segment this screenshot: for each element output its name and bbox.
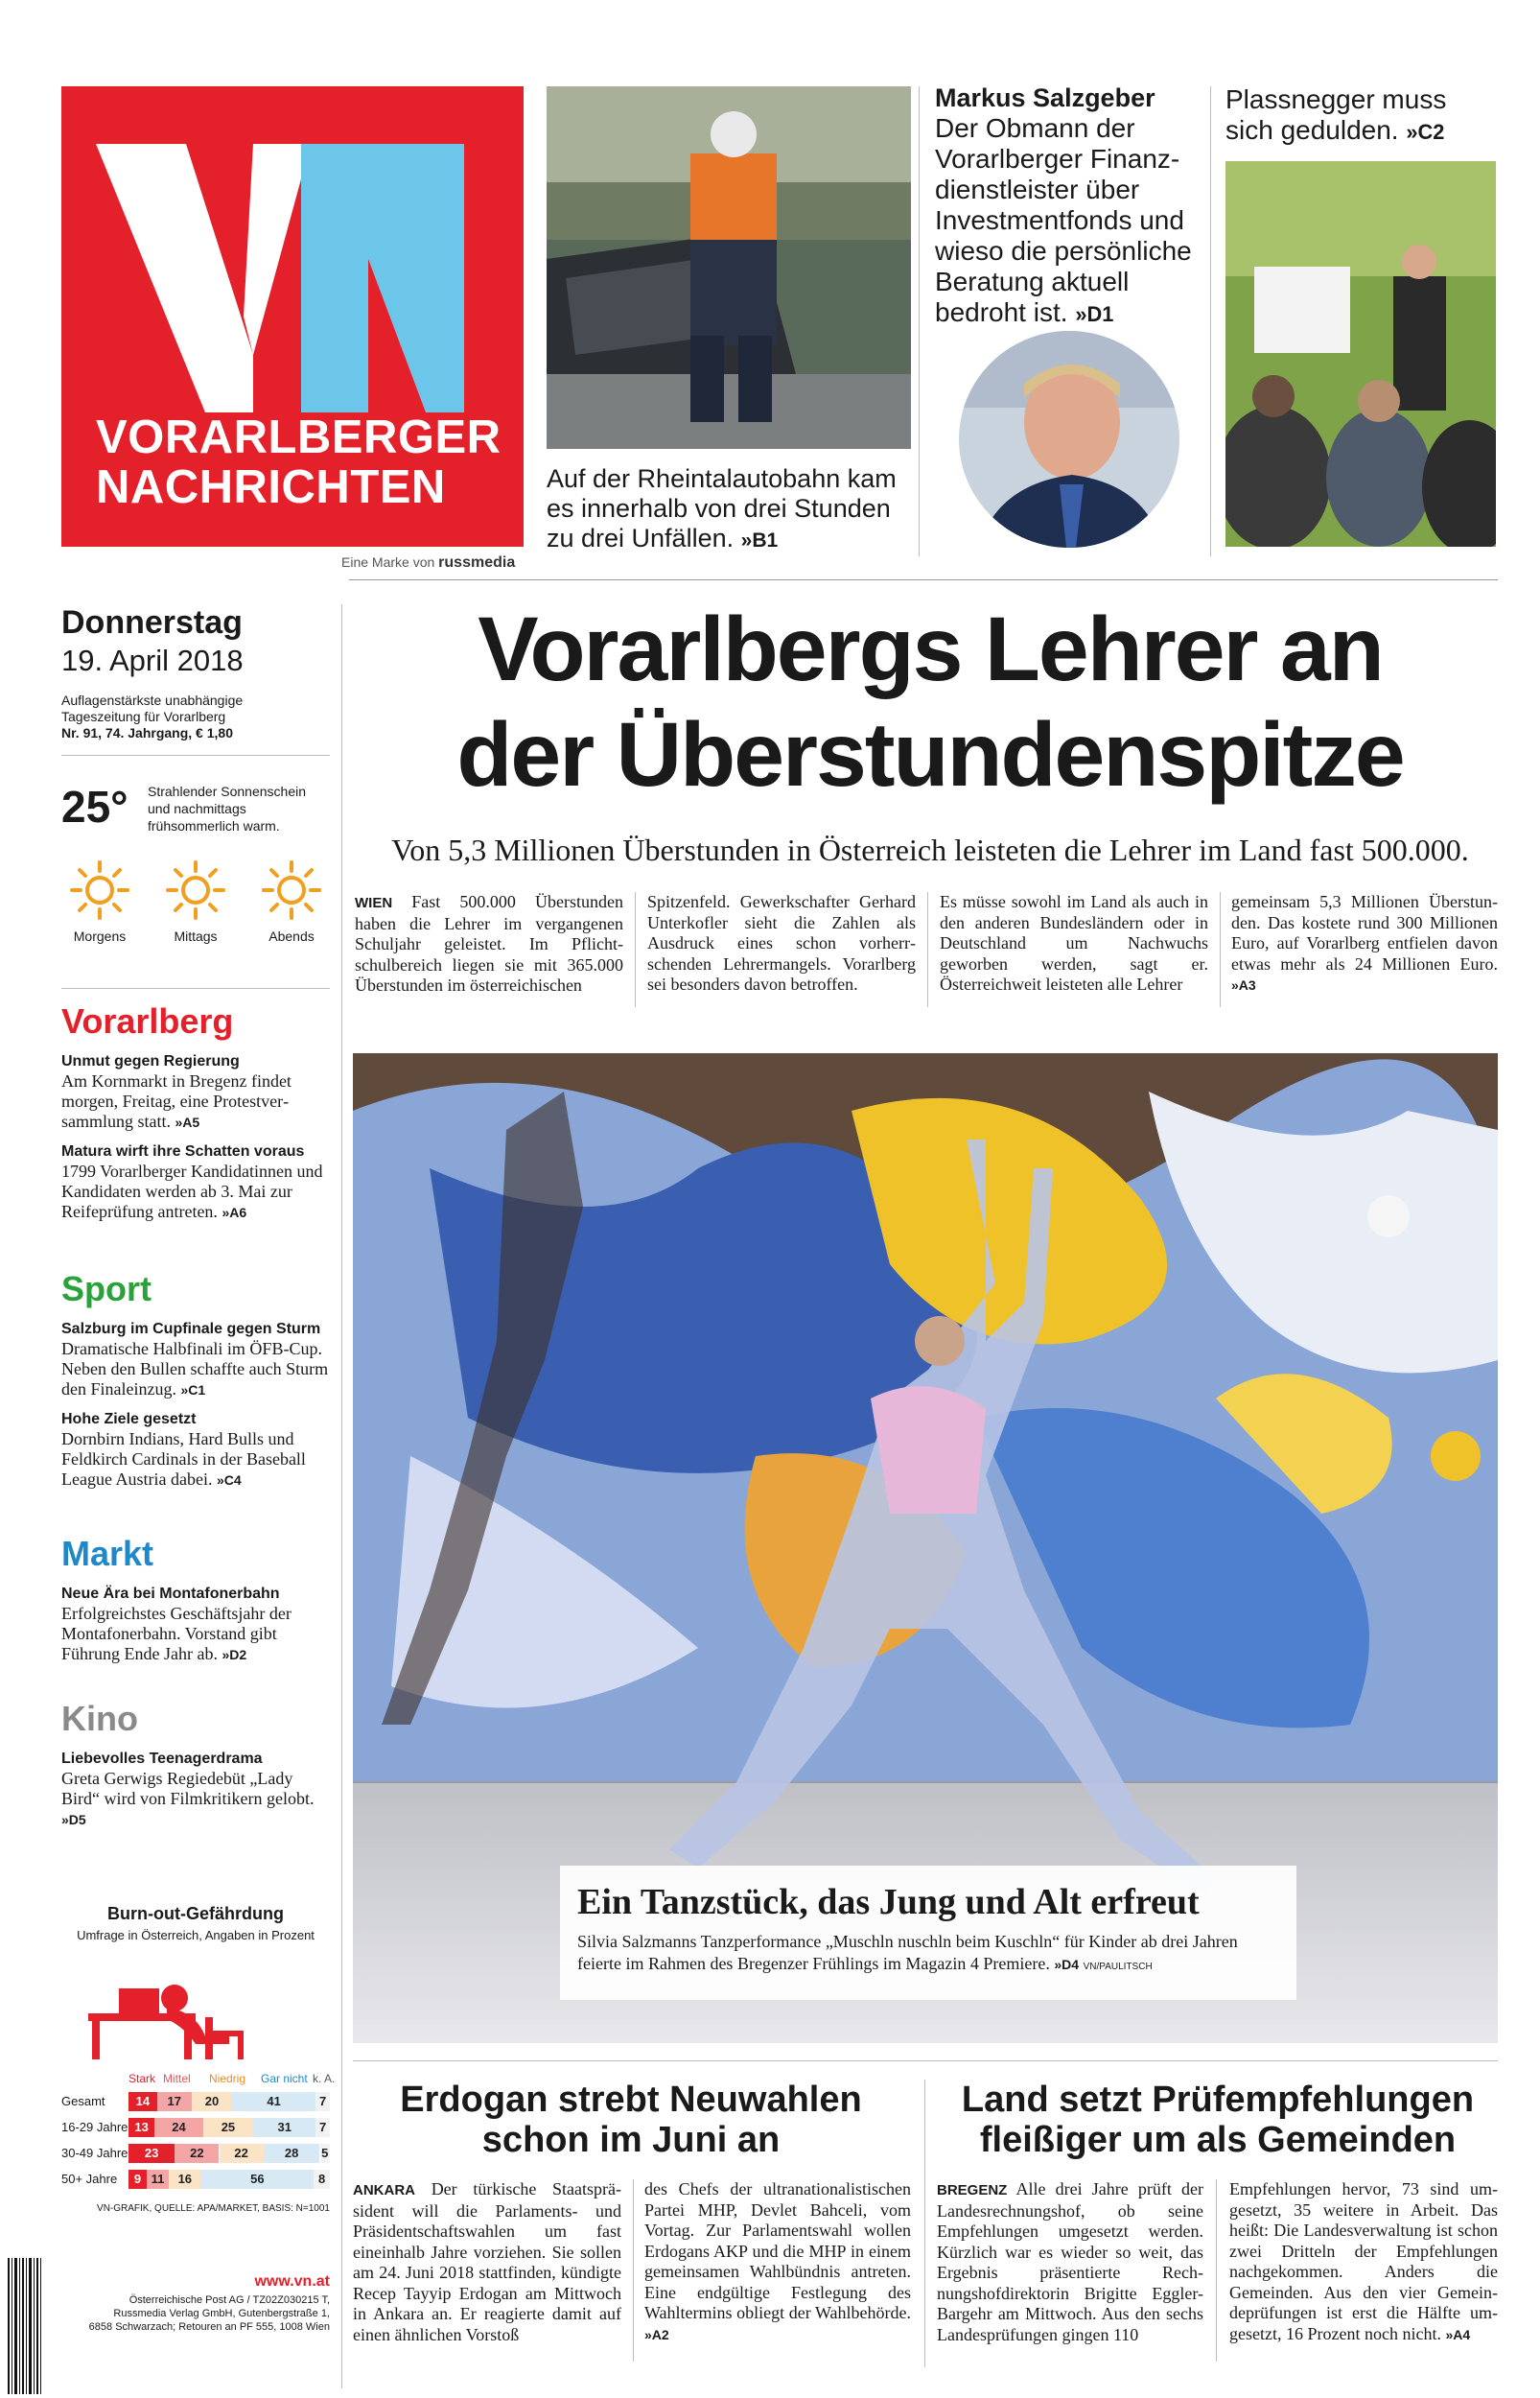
lead-column-3 [940,892,1208,996]
chart-row-label: Gesamt [61,2094,105,2108]
photo-ref: »D4 [1054,1957,1080,1972]
lead-column-text: Fast 500.000 Überstunden haben die Lehrer im vergangenen Schuljahr geleistet. Im Pflichtschulbereich liegen sie mit 365.000 Überstunden im österreichischen [355,892,624,995]
chart-bar-segment: 20 [192,2092,232,2111]
news-item[interactable] [61,1585,330,1665]
story-headline-line: Erdogan strebt Neuwahlen [400,2080,862,2120]
story-column-text: des Chefs der ultranationalistischen Partei MHP, Devlet Bahceli, vom Vortag. Zur Parlamentswahl wollen Erdogans AKP und die MHP in einem gemeinsamen Wahlbündnis antreten. Eine endgültige Festlegung des Wahltermins obliegt der Wahlbehörde. [644,2179,911,2322]
chart-row-label: 16-29 Jahre [61,2120,128,2134]
column-divider [927,892,928,1007]
news-item-ref: »D5 [61,1812,86,1827]
lead-column-text: Es müsse sowohl im Land als auch in den anderen Bundesländern oder in Deutschland um Nachwuchs geworben werden, sagt er. Österreichweit leisteten alle Lehrer [940,892,1208,994]
chart-source: VN-GRAFIK, QUELLE: APA/MARKET, BASIS: N=1001 [97,2203,330,2214]
chart-bar-segment: 7 [315,2118,330,2137]
teaser-divider-2 [1210,86,1211,556]
chart-bar-segment: 11 [147,2170,169,2189]
rail-divider [341,604,342,2388]
story-headline-line: fleißiger um als Gemeinden [979,2120,1457,2160]
lead-headline[interactable] [364,597,1496,808]
chart-bar-segment: 13 [128,2118,154,2137]
photo-caption-text: Silvia Salzmanns Tanzperformance „Muschln nuschln beim Kuschln“ für Kinder ab drei Jahren feierte im Rahmen des Bregenzer Frühlings im Magazin 4 Premiere. [577,1932,1238,1973]
lead-headline-line-1: Vorarlbergs Lehrer an [478,599,1383,700]
news-item-head: Hohe Ziele gesetzt [61,1411,197,1427]
lead-column-1 [355,892,623,997]
story-headline-line: schon im Juni an [481,2120,781,2160]
teaser-plassnegger-text: Plassnegger muss sich gedulden. [1225,84,1447,145]
brand-line-1: VORARLBERGER [96,411,502,463]
forecast-label: Mittags [174,929,218,944]
chart-title: Burn-out-Gefährdung [107,1904,284,1923]
legend-item: k. A. [313,2072,336,2085]
chart-bar-segment: 7 [315,2092,330,2111]
barcode [6,2254,44,2398]
left-rail [61,604,330,946]
teaser-crash-photo[interactable] [547,86,911,449]
teaser-plassnegger-ref: »C2 [1406,120,1445,144]
news-item[interactable] [61,1750,330,1830]
story-headline-line: Land setzt Prüfempfehlungen [961,2080,1475,2120]
teaser-crash-caption[interactable] [547,464,911,555]
news-item-head: Salzburg im Cupfinale gegen Sturm [61,1321,321,1337]
brand-line-2: NACHRICHTEN [96,461,446,513]
chart-bar-segment: 23 [128,2144,175,2163]
dateline: ANKARA [353,2182,415,2198]
chart-bar-segment: 28 [264,2144,320,2163]
chart-row [61,2091,330,2112]
story-erdogan-column-2 [644,2179,911,2345]
section-markt [61,1533,330,1665]
photo-caption-box[interactable] [560,1866,1296,2000]
forecast-label: Abends [268,929,315,944]
section-title[interactable]: Kino [61,1699,138,1738]
burnout-chart [61,1904,336,2214]
bottom-stories-rule [353,2060,1498,2061]
lead-column-2 [647,892,916,996]
teaser-salzgeber-name: Markus Salzgeber [935,83,1155,112]
lead-column-text: Spitzenfeld. Gewerkschafter Gerhard Unterkofler sieht die Zahlen als Ausdruck eines schon vorherrschenden Lehrermangels. Vorarlberg sei besonders davon betroffen. [647,892,916,994]
legend-item: Niedrig [209,2072,246,2085]
issue-date: 19. April 2018 [61,644,244,677]
news-item-text: Greta Gerwigs Regiedebüt „Lady Bird“ wird von Filmkritikern gelobt. [61,1769,315,1808]
sun-icon [261,859,322,921]
brand-subline [341,554,515,572]
news-item-text: Dornbirn Indians, Hard Bulls und Feldkirch Cardinals in der Baseball League Austria dabei. [61,1429,306,1489]
section-sport [61,1268,330,1491]
news-item[interactable] [61,1410,330,1491]
column-divider [635,892,636,1007]
dateline: BREGENZ [937,2182,1008,2198]
teaser-plassnegger-photo[interactable] [1225,161,1496,547]
chart-bar-segment: 25 [203,2118,254,2137]
photo-caption [577,1931,1279,1978]
news-item[interactable] [61,1052,330,1133]
brand-owner: russmedia [438,554,516,571]
story-column-text: Empfehlungen hervor, 73 sind umgesetzt, 35 weitere in Arbeit. Das heißt: Die Landesverwaltung ist schon zwei Dritteln der Empfehlungen nachgekommen. Anders die Gemeinden. Aus den vier Gemeindeprüfungen ist erst die Hälfte umgesetzt, 16 Prozent noch nicht. [1229,2179,1498,2343]
section-title[interactable]: Vorarlberg [61,1001,234,1041]
masthead-rule [349,579,1498,580]
teaser-salzgeber[interactable] [935,82,1203,330]
section-title[interactable]: Markt [61,1534,154,1573]
news-item-text: 1799 Vorarlberger Kandidatinnen und Kandidaten werden ab 3. Mai zur Reifeprüfung antreten. [61,1162,323,1221]
chart-bar-segment: 22 [220,2144,264,2163]
section-rule [61,988,330,989]
imprint-line: Österreichische Post AG / TZ02Z030215 T, [128,2294,330,2306]
teaser-divider-1 [919,86,920,556]
dateline: WIEN [355,895,393,911]
news-item-ref: »A5 [175,1115,200,1130]
news-item-ref: »C1 [180,1382,206,1398]
column-divider [1220,892,1221,1007]
teaser-salzgeber-ref: »D1 [1075,302,1114,326]
news-item-head: Liebevolles Teenagerdrama [61,1751,263,1767]
news-item-head: Matura wirft ihre Schatten voraus [61,1143,305,1160]
chart-bar-segment: 5 [320,2144,331,2163]
lead-headline-line-2: der Überstundenspitze [456,704,1404,806]
issue-fact-3: Nr. 91, 74. Jahrgang, € 1,80 [61,725,233,741]
imprint-text [61,2293,330,2334]
news-item-text: Erfolgreichstes Geschäftsjahr der Montafonerbahn. Vorstand gibt Führung Ende Jahr ab. [61,1604,292,1663]
story-column-text: Der türkische Staatspräsident will die Parlaments- und Präsidentschaftswahlen um fast eineinhalb Jahre vorziehen. Sie sollen am 24. Juni 2018 stattfinden, kündigte Recep Tayyip Erdogan am Mittwoch in Ankara an. Er reagierte damit auf einen ähnlichen Vorstoß [353,2179,621,2344]
section-vorarlberg [61,988,330,1223]
photo-headline: Ein Tanzstück, das Jung und Alt erfreut [577,1882,1200,1922]
issue-day: Donnerstag [61,604,243,641]
weather-forecast [61,859,330,946]
lead-column-text: gemeinsam 5,3 Millionen Überstunden. Das kostete rund 300 Millionen Euro, auf Vorarlberg entfielen davon etwas mehr als 24 Millionen Euro. [1231,892,1498,974]
lead-subhead: Von 5,3 Millionen Überstunden in Österreich leisteten die Lehrer im Land fast 500.000. [391,833,1469,867]
legend-item: Mittel [163,2072,191,2085]
story-divider [924,2080,925,2367]
chart-row-label: 30-49 Jahre [61,2146,128,2160]
chart-row [61,2117,330,2138]
story-erdogan-headline[interactable] [353,2080,909,2160]
imprint-line: Russmedia Verlag GmbH, Gutenbergstraße 1, [113,2308,330,2319]
story-pruef-column-2 [1229,2179,1498,2345]
chart-bar-segment: 9 [128,2170,147,2189]
temperature: 25° [61,782,128,832]
lead-column-4 [1231,892,1498,997]
brand-sub-text: Eine Marke von [341,554,435,570]
chart-bar-segment: 17 [157,2092,192,2111]
masthead-logo[interactable] [61,86,524,547]
chart-bar-segment: 31 [253,2118,315,2137]
column-divider [1216,2179,1217,2362]
chart-bar-segment: 16 [169,2170,201,2189]
news-item-ref: »D2 [222,1647,247,1662]
chart-bar-segment: 56 [201,2170,315,2189]
story-erdogan-column-1 [353,2179,621,2345]
weather-box [61,781,330,838]
portrait-photo[interactable] [959,331,1179,548]
teaser-crash-ref: »B1 [740,529,779,552]
chart-bar-segment: 22 [175,2144,219,2163]
story-ref: »A2 [644,2326,669,2342]
forecast-label: Morgens [73,929,127,944]
news-item-ref: »C4 [216,1472,242,1488]
teaser-salzgeber-text: Der Obmann der Vorarlberger Finanzdienstleister über Investmentfonds und wieso die persönliche Beratung aktuell bedroht ist. [935,113,1192,327]
story-column-text: Alle drei Jahre prüft der Landesrechnungshof, ob seine Empfehlungen umgesetzt werden. Kürzlich war es wieder so weit, das Ergebnis präsentierte Rechnungshofdirektorin Brigitte Eggler-Bargehr am Mittwoch. Aus den sechs Landesprüfungen gingen 110 [937,2179,1203,2344]
imprint [61,2273,330,2334]
forecast-morning [61,859,138,944]
forecast-evening [253,859,330,944]
news-item-head: Neue Ära bei Montafonerbahn [61,1586,280,1602]
story-pruef-headline[interactable] [935,2080,1501,2160]
issue-fact-1: Auflagenstärkste unabhängige [61,693,244,708]
rail-rule [61,755,330,756]
news-item-text: Am Kornmarkt in Bregenz findet morgen, Freitag, eine Protestversammlung statt. [61,1071,292,1131]
teaser-plassnegger[interactable] [1225,84,1494,148]
legend-item: Gar nicht [261,2072,308,2085]
sun-icon [165,859,226,921]
news-item[interactable] [61,1142,330,1223]
lead-ref: »A3 [1231,977,1256,993]
issue-fact-2: Tageszeitung für Vorarlberg [61,709,226,724]
chart-bar-segment: 14 [128,2092,157,2111]
story-pruef-column-1 [937,2179,1203,2345]
photo-credit: VN/PAULITSCH [1083,1962,1153,1972]
section-title[interactable]: Sport [61,1269,152,1308]
sun-icon [69,859,130,921]
chart-row [61,2143,330,2164]
imprint-line: 6858 Schwarzach; Retouren an PF 555, 1008 Wien [88,2321,330,2333]
chart-bar-segment: 41 [232,2092,315,2111]
news-item-head: Unmut gegen Regierung [61,1053,240,1070]
chart-bar-segment: 8 [314,2170,330,2189]
chart-bar-segment: 24 [154,2118,202,2137]
weather-text: Strahlender Sonnenschein und nachmittags frühsommerlich warm. [148,784,307,834]
forecast-noon [157,859,234,944]
news-item[interactable] [61,1320,330,1400]
column-divider [633,2179,634,2362]
website-link[interactable]: www.vn.at [254,2273,330,2290]
chart-row [61,2169,330,2190]
chart-subtitle: Umfrage in Österreich, Angaben in Prozent [77,1928,315,1942]
desk-burnout-icon [61,1950,330,2065]
teaser-crash-text: Auf der Rheintalautobahn kam es innerhalb von drei Stunden zu drei Unfällen. [547,464,897,552]
issue-facts [61,693,330,741]
section-kino [61,1698,330,1830]
news-item-ref: »A6 [222,1205,247,1220]
brand-name [96,412,502,512]
news-item-text: Dramatische Halbfinali im ÖFB-Cup. Neben den Bullen schaffte auch Sturm den Finaleinzug. [61,1339,329,1399]
chart-row-label: 50+ Jahre [61,2172,118,2186]
story-ref: »A4 [1445,2326,1471,2342]
legend-item: Stark [128,2072,156,2085]
